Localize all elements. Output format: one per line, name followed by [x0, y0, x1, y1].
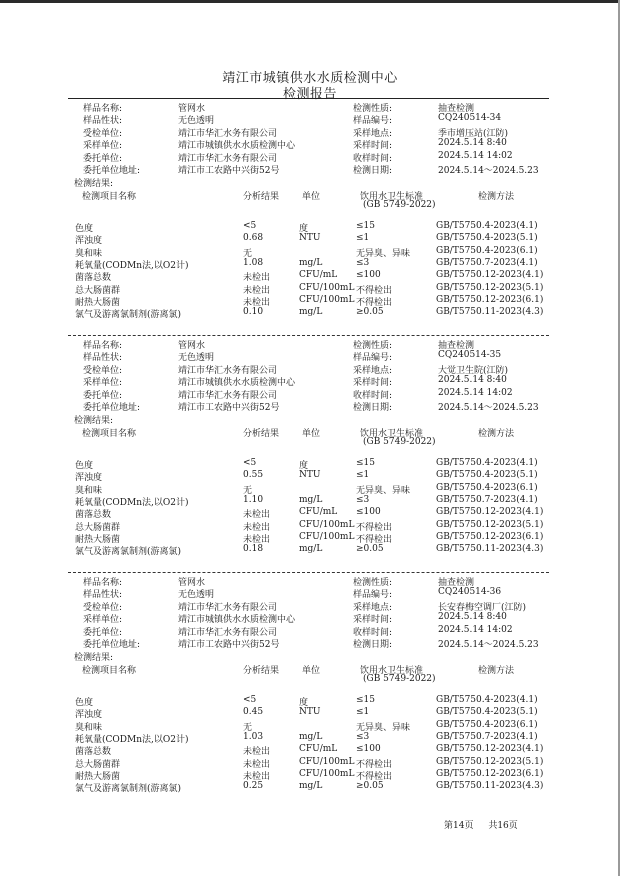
results-label: 检测结果: [74, 416, 114, 426]
meta-value: 2024.5.14 8:40 [438, 612, 507, 623]
meta-label: 采样地点: [353, 365, 393, 376]
cell-method: GB/T5750.12-2023(6.1) [436, 294, 544, 305]
cell-item: 色度 [75, 224, 94, 234]
meta-label: 检测日期: [353, 403, 393, 413]
cell-limit: 不得检出 [356, 522, 393, 533]
cell-method: GB/T5750.4-2023(5.1) [436, 233, 538, 244]
cell-limit: ≤3 [356, 257, 370, 268]
cell-item: 浑浊度 [75, 236, 103, 247]
meta-row [68, 126, 548, 138]
cell-limit: ≥0.05 [356, 544, 384, 555]
cell-item: 浑浊度 [75, 710, 103, 721]
column-header-item: 检测项目名称 [82, 429, 137, 439]
meta-label: 样品名称: [83, 104, 123, 114]
results-header [68, 189, 548, 213]
cell-method: GB/T5750.7-2023(4.1) [436, 494, 538, 505]
results-label: 检测结果: [74, 653, 114, 663]
cell-result: 0.45 [243, 707, 264, 718]
cell-unit: mg/L [299, 307, 323, 318]
cell-limit: 不得检出 [356, 771, 393, 782]
cell-item: 耐热大肠菌 [75, 771, 121, 782]
cell-result: 未检出 [243, 747, 271, 758]
meta-value: 2024.5.14 14:02 [438, 624, 513, 635]
column-header-unit: 单位 [302, 666, 321, 676]
cell-item: 总大肠菌群 [75, 285, 121, 296]
cell-limit: ≤15 [356, 458, 375, 468]
meta-row [68, 363, 548, 375]
cell-limit: 无异臭、异味 [356, 722, 411, 733]
cell-item: 耗氧量(CODMn法,以O2计) [75, 260, 189, 271]
cell-method: GB/T5750.12-2023(5.1) [436, 282, 544, 293]
cell-item: 菌落总数 [75, 273, 112, 284]
cell-item: 臭和味 [75, 485, 103, 496]
table-row [68, 470, 548, 482]
meta-value: 无色透明 [178, 353, 215, 364]
meta-label: 委托单位: [83, 390, 123, 401]
meta-label: 受检单位: [83, 128, 123, 139]
cell-result: 0.10 [243, 307, 264, 318]
cell-unit: NTU [299, 233, 321, 244]
cell-unit: 度 [299, 461, 309, 471]
meta-label: 样品性状: [83, 353, 123, 364]
cell-item: 耗氧量(CODMn法,以O2计) [75, 497, 189, 508]
table-row [68, 295, 548, 307]
cell-item: 氯气及游离氯制剂(游离氯) [75, 547, 182, 558]
cell-unit: NTU [299, 470, 321, 481]
cell-result: 未检出 [243, 534, 271, 545]
cell-method: GB/T5750.12-2023(4.1) [436, 270, 544, 281]
cell-unit: 度 [299, 698, 309, 708]
meta-value: 大觉卫生院(江防) [438, 365, 509, 376]
meta-value: 管网水 [178, 578, 206, 588]
cell-method: GB/T5750.7-2023(4.1) [436, 731, 538, 742]
cell-method: GB/T5750.12-2023(4.1) [436, 507, 544, 518]
meta-value: CQ240514-36 [438, 587, 502, 598]
cell-item: 浑浊度 [75, 473, 103, 484]
meta-label: 受检单位: [83, 602, 123, 613]
meta-label: 采样时间: [353, 615, 393, 626]
meta-label: 样品性状: [83, 116, 123, 127]
column-header-limit: 饮用水卫生标准 [360, 666, 424, 676]
cell-unit: CFU/mL [299, 744, 338, 755]
meta-value: 2024.5.14～2024.5.23 [438, 403, 539, 413]
cell-item: 耐热大肠菌 [75, 297, 121, 308]
cell-unit: mg/L [299, 494, 323, 505]
cell-result: 0.68 [243, 233, 264, 244]
meta-label: 采样地点: [353, 602, 393, 613]
meta-row [68, 625, 548, 637]
page-number: 第14页 [444, 821, 474, 831]
meta-label: 委托单位: [83, 627, 123, 638]
report-separator [68, 335, 549, 336]
cell-method: GB/T5750.11-2023(4.3) [436, 544, 544, 555]
table-row [68, 483, 548, 495]
meta-value: 无色透明 [178, 116, 215, 127]
meta-value: 管网水 [178, 341, 206, 351]
column-header-item: 检测项目名称 [82, 192, 137, 202]
cell-limit: 不得检出 [356, 297, 393, 308]
meta-value: 靖江市华汇水务有限公司 [178, 153, 278, 164]
table-row [68, 732, 548, 744]
cell-limit: ≤15 [356, 695, 375, 705]
cell-unit: CFU/100mL [299, 756, 355, 767]
cell-item: 臭和味 [75, 248, 103, 259]
cell-method: GB/T5750.11-2023(4.3) [436, 307, 544, 318]
table-row [68, 458, 548, 470]
cell-result: 0.18 [243, 544, 264, 555]
meta-value: 抽查检测 [438, 578, 475, 588]
column-header-result: 分析结果 [243, 666, 280, 676]
meta-label: 样品性状: [83, 590, 123, 601]
meta-row [68, 375, 548, 387]
report-separator [68, 572, 549, 573]
meta-value: CQ240514-34 [438, 113, 502, 124]
cell-method: GB/T5750.4-2023(6.1) [436, 482, 538, 493]
results-header [68, 663, 548, 687]
meta-value: 长安春梅空调厂(江防) [438, 602, 527, 613]
meta-label: 样品编号: [353, 590, 393, 601]
column-header-standard: (GB 5749-2022) [363, 200, 436, 210]
meta-value: 靖江市工农路中兴街52号 [178, 166, 280, 176]
meta-label: 委托单位: [83, 153, 123, 164]
meta-row [68, 575, 548, 587]
cell-item: 色度 [75, 698, 94, 708]
meta-label: 委托单位地址: [83, 640, 141, 650]
meta-value: 靖江市华汇水务有限公司 [178, 128, 278, 139]
cell-limit: 无异臭、异味 [356, 248, 411, 259]
table-row [68, 507, 548, 519]
meta-row [68, 338, 548, 350]
cell-result: 未检出 [243, 759, 271, 770]
cell-unit: CFU/100mL [299, 768, 355, 779]
table-row [68, 283, 548, 295]
cell-unit: 度 [299, 224, 309, 234]
cell-result: <5 [243, 695, 257, 705]
meta-row [68, 101, 548, 113]
column-header-limit: 饮用水卫生标准 [360, 192, 424, 202]
cell-item: 氯气及游离氯制剂(游离氯) [75, 784, 182, 795]
cell-unit: CFU/mL [299, 270, 338, 281]
column-header-method: 检测方法 [478, 666, 515, 676]
meta-value: 靖江市城镇供水水质检测中心 [178, 141, 296, 152]
page-top-edge [0, 0, 620, 3]
cell-limit: ≥0.05 [356, 781, 384, 792]
cell-result: 未检出 [243, 297, 271, 308]
column-header-item: 检测项目名称 [82, 666, 137, 676]
meta-label: 检测性质: [353, 104, 393, 114]
table-row [68, 532, 548, 544]
meta-value: 管网水 [178, 104, 206, 114]
cell-result: 0.25 [243, 781, 264, 792]
cell-result: 1.08 [243, 257, 264, 268]
meta-value: 靖江市华汇水务有限公司 [178, 390, 278, 401]
meta-label: 委托单位地址: [83, 403, 141, 413]
cell-method: GB/T5750.4-2023(6.1) [436, 245, 538, 256]
cell-result: 无 [243, 248, 253, 259]
cell-item: 臭和味 [75, 722, 103, 733]
table-row [68, 695, 548, 707]
cell-limit: ≤100 [356, 270, 381, 281]
column-header-result: 分析结果 [243, 429, 280, 439]
cell-result: <5 [243, 458, 257, 468]
cell-limit: ≤100 [356, 744, 381, 755]
cell-item: 耐热大肠菌 [75, 534, 121, 545]
meta-label: 收样时间: [353, 390, 393, 401]
meta-row [68, 612, 548, 624]
results-label: 检测结果: [74, 179, 114, 189]
meta-row [68, 587, 548, 599]
cell-method: GB/T5750.4-2023(4.1) [436, 458, 538, 468]
cell-unit: mg/L [299, 731, 323, 742]
cell-limit: ≤3 [356, 494, 370, 505]
meta-row [68, 637, 548, 649]
cell-result: 1.03 [243, 731, 264, 742]
cell-limit: ≤1 [356, 470, 370, 481]
meta-label: 检测性质: [353, 341, 393, 351]
meta-value: 2024.5.14 8:40 [438, 138, 507, 149]
meta-label: 采样单位: [83, 378, 123, 389]
column-header-unit: 单位 [302, 429, 321, 439]
meta-value: 靖江市城镇供水水质检测中心 [178, 615, 296, 626]
meta-value: 无色透明 [178, 590, 215, 601]
cell-result: 0.55 [243, 470, 264, 481]
cell-unit: CFU/100mL [299, 519, 355, 530]
table-row [68, 757, 548, 769]
cell-limit: 无异臭、异味 [356, 485, 411, 496]
page-total: 共16页 [488, 821, 518, 831]
table-row [68, 544, 548, 556]
meta-label: 采样时间: [353, 141, 393, 152]
table-row [68, 520, 548, 532]
meta-label: 受检单位: [83, 365, 123, 376]
cell-result: 无 [243, 485, 253, 496]
meta-row [68, 388, 548, 400]
meta-value: 靖江市工农路中兴街52号 [178, 403, 280, 413]
cell-result: 未检出 [243, 273, 271, 284]
cell-method: GB/T5750.4-2023(5.1) [436, 470, 538, 481]
cell-limit: 不得检出 [356, 285, 393, 296]
meta-label: 检测日期: [353, 166, 393, 176]
cell-limit: 不得检出 [356, 534, 393, 545]
cell-method: GB/T5750.4-2023(4.1) [436, 221, 538, 231]
table-row [68, 270, 548, 282]
meta-row [68, 350, 548, 362]
cell-result: 未检出 [243, 771, 271, 782]
meta-value: 2024.5.14 14:02 [438, 150, 513, 161]
cell-item: 色度 [75, 461, 94, 471]
cell-result: 未检出 [243, 510, 271, 521]
cell-result: 未检出 [243, 522, 271, 533]
cell-item: 耗氧量(CODMn法,以O2计) [75, 734, 189, 745]
meta-value: 抽查检测 [438, 341, 475, 351]
column-header-standard: (GB 5749-2022) [363, 674, 436, 684]
cell-method: GB/T5750.4-2023(5.1) [436, 707, 538, 718]
meta-value: 抽查检测 [438, 104, 475, 114]
meta-label: 样品名称: [83, 341, 123, 351]
cell-method: GB/T5750.12-2023(5.1) [436, 756, 544, 767]
column-header-method: 检测方法 [478, 429, 515, 439]
meta-value: 2024.5.14 14:02 [438, 387, 513, 398]
cell-limit: ≤1 [356, 233, 370, 244]
cell-result: 1.10 [243, 494, 264, 505]
cell-limit: ≤15 [356, 221, 375, 231]
cell-method: GB/T5750.11-2023(4.3) [436, 781, 544, 792]
cell-method: GB/T5750.12-2023(5.1) [436, 519, 544, 530]
meta-label: 检测性质: [353, 578, 393, 588]
cell-method: GB/T5750.4-2023(4.1) [436, 695, 538, 705]
table-row [68, 221, 548, 233]
document-title: 靖江市城镇供水水质检测中心 [222, 71, 398, 86]
meta-value: 靖江市华汇水务有限公司 [178, 365, 278, 376]
meta-label: 采样地点: [353, 128, 393, 139]
page-footer [444, 818, 530, 831]
meta-value: 2024.5.14～2024.5.23 [438, 640, 539, 650]
cell-result: <5 [243, 221, 257, 231]
column-header-standard: (GB 5749-2022) [363, 437, 436, 447]
table-row [68, 720, 548, 732]
cell-limit: 不得检出 [356, 759, 393, 770]
cell-item: 菌落总数 [75, 510, 112, 521]
meta-label: 采样单位: [83, 141, 123, 152]
table-row [68, 246, 548, 258]
column-header-method: 检测方法 [478, 192, 515, 202]
table-row [68, 744, 548, 756]
meta-label: 检测日期: [353, 640, 393, 650]
cell-unit: CFU/100mL [299, 294, 355, 305]
cell-item: 氯气及游离氯制剂(游离氯) [75, 310, 182, 321]
meta-value: 季市增压站(江防) [438, 128, 509, 139]
report-separator [68, 98, 549, 99]
cell-limit: ≥0.05 [356, 307, 384, 318]
cell-method: GB/T5750.12-2023(6.1) [436, 531, 544, 542]
table-row [68, 495, 548, 507]
cell-result: 无 [243, 722, 253, 733]
meta-row [68, 138, 548, 150]
cell-unit: mg/L [299, 257, 323, 268]
meta-label: 采样单位: [83, 615, 123, 626]
results-header [68, 426, 548, 450]
cell-method: GB/T5750.12-2023(6.1) [436, 768, 544, 779]
meta-row [68, 600, 548, 612]
meta-value: 靖江市城镇供水水质检测中心 [178, 378, 296, 389]
meta-label: 样品编号: [353, 353, 393, 364]
meta-label: 委托单位地址: [83, 166, 141, 176]
cell-unit: NTU [299, 707, 321, 718]
cell-method: GB/T5750.12-2023(4.1) [436, 744, 544, 755]
meta-label: 收样时间: [353, 627, 393, 638]
meta-label: 样品名称: [83, 578, 123, 588]
meta-value: CQ240514-35 [438, 350, 502, 361]
cell-item: 总大肠菌群 [75, 522, 121, 533]
cell-limit: ≤3 [356, 731, 370, 742]
cell-method: GB/T5750.4-2023(6.1) [436, 719, 538, 730]
document-subtitle: 检测报告 [282, 87, 337, 102]
cell-item: 菌落总数 [75, 747, 112, 758]
meta-row [68, 113, 548, 125]
table-row [68, 707, 548, 719]
cell-unit: mg/L [299, 781, 323, 792]
meta-value: 靖江市华汇水务有限公司 [178, 627, 278, 638]
cell-unit: CFU/100mL [299, 531, 355, 542]
cell-limit: ≤1 [356, 707, 370, 718]
meta-row [68, 163, 548, 175]
column-header-limit: 饮用水卫生标准 [360, 429, 424, 439]
meta-label: 采样时间: [353, 378, 393, 389]
column-header-result: 分析结果 [243, 192, 280, 202]
table-row [68, 233, 548, 245]
meta-label: 样品编号: [353, 116, 393, 127]
cell-method: GB/T5750.7-2023(4.1) [436, 257, 538, 268]
table-row [68, 307, 548, 319]
meta-value: 2024.5.14 8:40 [438, 375, 507, 386]
table-row [68, 769, 548, 781]
cell-result: 未检出 [243, 285, 271, 296]
cell-unit: CFU/mL [299, 507, 338, 518]
table-row [68, 781, 548, 793]
meta-value: 靖江市工农路中兴街52号 [178, 640, 280, 650]
meta-row [68, 400, 548, 412]
cell-item: 总大肠菌群 [75, 759, 121, 770]
meta-value: 2024.5.14～2024.5.23 [438, 166, 539, 176]
meta-value: 靖江市华汇水务有限公司 [178, 602, 278, 613]
column-header-unit: 单位 [302, 192, 321, 202]
meta-row [68, 151, 548, 163]
table-row [68, 258, 548, 270]
cell-unit: CFU/100mL [299, 282, 355, 293]
cell-unit: mg/L [299, 544, 323, 555]
meta-label: 收样时间: [353, 153, 393, 164]
cell-limit: ≤100 [356, 507, 381, 518]
